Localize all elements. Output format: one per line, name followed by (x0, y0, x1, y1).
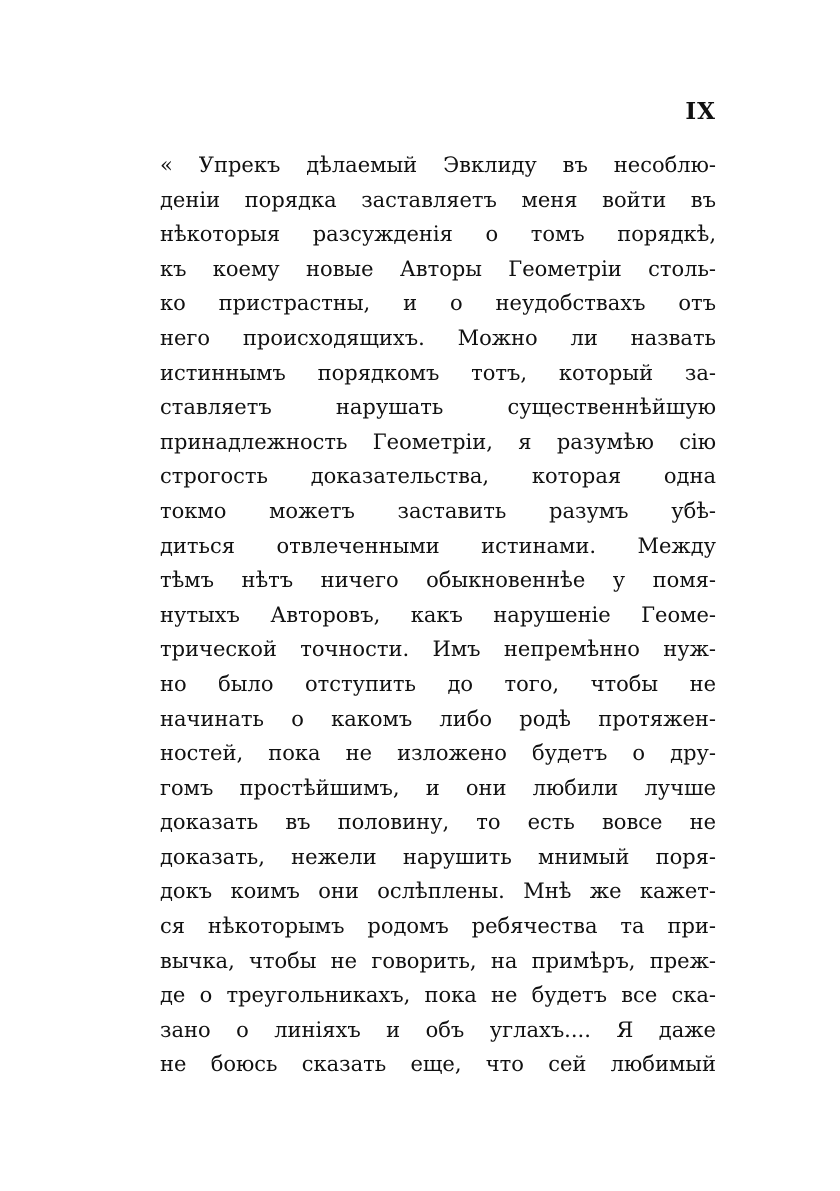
text-line: зано о линіяхъ и объ углахъ.... Я даже (160, 1017, 716, 1042)
text-line: ставляетъ нарушать существеннѣйшую (160, 395, 716, 420)
text-line: къ коему новые Авторы Геометріи столь- (160, 256, 716, 281)
text-line: доказать въ половину, то есть вовсе не (160, 810, 716, 835)
text-line: не боюсь сказать еще, что сей любимый (160, 1052, 716, 1077)
text-line: нутыхъ Авторовъ, какъ нарушеніе Геоме- (160, 602, 716, 627)
text-line: нѣкоторыя разсужденія о томъ порядкѣ, (160, 222, 716, 247)
text-line: истиннымъ порядкомъ тотъ, который за- (160, 360, 716, 385)
body-text (160, 148, 716, 1082)
text-line: де о треугольникахъ, пока не будетъ все ска- (160, 983, 716, 1008)
page-number: IX (685, 98, 716, 125)
text-line: принадлежность Геометріи, я разумѣю сію (160, 429, 716, 454)
text-line: диться отвлеченными истинами. Между (160, 533, 716, 558)
text-line: строгость доказательства, которая одна (160, 464, 716, 489)
text-line: доказать, нежели нарушить мнимый поря- (160, 844, 716, 869)
text-line: ко пристрастны, и о неудобствахъ отъ (160, 291, 716, 316)
text-line: ся нѣкоторымъ родомъ ребячества та при- (160, 914, 716, 939)
text-line: токмо можетъ заставить разумъ убѣ- (160, 498, 716, 523)
text-line: но было отступить до того, чтобы не (160, 671, 716, 696)
text-line: него происходящихъ. Можно ли назвать (160, 325, 716, 350)
text-line: начинать о какомъ либо родѣ протяжен- (160, 706, 716, 731)
text-line: тѣмъ нѣтъ ничего обыкновеннѣе у помя- (160, 568, 716, 593)
text-line: ностей, пока не изложено будетъ о дру- (160, 741, 716, 766)
text-line: « Упрекъ дѣлаемый Эвклиду въ несоблю- (160, 153, 716, 177)
text-line: трической точности. Имъ непремѣнно нуж- (160, 637, 716, 662)
text-line: гомъ простѣйшимъ, и они любили лучше (160, 775, 716, 800)
text-line: деніи порядка заставляетъ меня войти въ (160, 187, 716, 212)
text-line: докъ коимъ они ослѣплены. Мнѣ же кажет- (160, 879, 716, 904)
text-line: вычка, чтобы не говорить, на примѣръ, преж- (160, 948, 716, 973)
